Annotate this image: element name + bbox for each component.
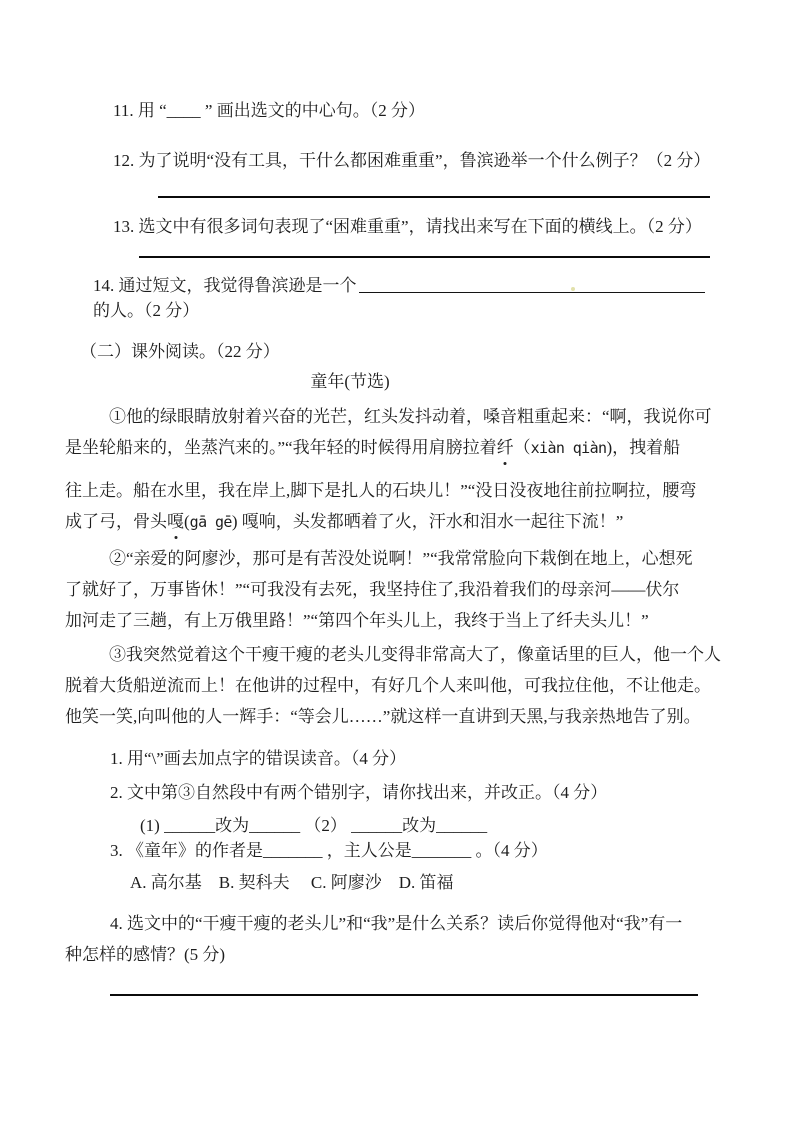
- multiple-choice-options: [130, 871, 713, 894]
- option-a: A. 高尔基: [130, 873, 202, 892]
- question-11: 11. 用 “____ ” 画出选文的中心句。（2 分）: [113, 101, 425, 120]
- sub-question-3: 3. 《童年》的作者是_______ ，主人公是_______ 。（4 分）: [110, 841, 548, 860]
- text-segment: 成了弓，骨头: [65, 512, 167, 531]
- pinyin-annotation: gā gē: [189, 513, 232, 531]
- sub-question-2-blanks: (1) ______改为______ （2） ______改为______: [140, 816, 488, 835]
- dotted-character: 纤: [497, 432, 514, 463]
- passage-title: 童年(节选): [310, 372, 390, 391]
- question-13: 13. 选文中有很多词句表现了“困难重重”，请找出来写在下面的横线上。（2 分）: [113, 217, 702, 236]
- question-14: [93, 274, 713, 297]
- sub-question-2: 2. 文中第③自然段中有两个错别字，请你找出来，并改正。（4 分）: [110, 783, 608, 802]
- question-14-text: 14. 通过短文，我觉得鲁滨逊是一个: [93, 276, 357, 295]
- option-b: B. 契科夫: [218, 873, 290, 892]
- answer-blank-q14: [359, 276, 706, 293]
- paragraph-3-line-2: 脱着大货船逆流而上！在他讲的过程中，有好几个人来叫他，可我拉住他，不让他走。: [65, 676, 711, 695]
- text-segment: (: [184, 512, 190, 531]
- section-heading: （二）课外阅读。（22 分）: [80, 342, 280, 361]
- sub-question-1: 1. 用“\”画去加点字的错误读音。（4 分）: [110, 749, 407, 768]
- dotted-character: 嘎: [167, 506, 184, 537]
- paragraph-1-line-3: 往上走。船在水里，我在岸上,脚下是扎人的石块儿！”“没日没夜地往前拉啊拉，腰弯: [65, 481, 697, 500]
- paragraph-1-line-1: ①他的绿眼睛放射着兴奋的光芒，红头发抖动着，嗓音粗重起来：“啊，我说你可: [109, 407, 712, 426]
- answer-line-q4: [110, 994, 698, 996]
- option-c: C. 阿廖沙: [310, 873, 382, 892]
- paragraph-2-line-3: 加河走了三趟，有上万俄里路！”“第四个年头儿上，我终于当上了纤夫头儿！”: [65, 611, 649, 630]
- paragraph-2-line-2: 了就好了，万事皆休！”“可我没有去死，我坚持住了,我沿着我们的母亲河——伏尔: [65, 580, 680, 599]
- paragraph-3-line-3: 他笑一笑,向叫他的人一辉手：“等会儿……”就这样一直讲到天黑,与我亲热地告了别。: [65, 707, 701, 726]
- sub-question-4-line-1: 4. 选文中的“干瘦干瘦的老头儿”和“我”是什么关系？读后你觉得他对“我”有一: [110, 914, 683, 933]
- text-segment: （: [513, 438, 531, 457]
- text-segment: )，拽着船: [606, 438, 681, 457]
- answer-line-q13: [139, 256, 710, 258]
- text-segment: ) 嘎响，头发都晒着了火，汗水和泪水一起往下流！”: [231, 512, 624, 531]
- option-d: D. 笛福: [398, 873, 454, 892]
- paragraph-2-line-1: ②“亲爱的阿廖沙，那可是有苦没处说啊！”“我常常脸向下栽倒在地上，心想死: [109, 549, 693, 568]
- sub-question-4-line-2: 种怎样的感情？(5 分): [65, 945, 226, 964]
- text-segment: 是坐轮船来的，坐蒸汽来的。”“我年轻的时候得用肩膀拉着: [65, 438, 497, 457]
- pinyin-annotation: xiàn qiàn: [530, 439, 607, 457]
- question-14-continuation: 的人。（2 分）: [93, 301, 200, 320]
- question-12: 12. 为了说明“没有工具，干什么都困难重重”，鲁滨逊举一个什么例子？（2 分）: [113, 151, 711, 170]
- scan-speck: [571, 287, 575, 291]
- paragraph-3-line-1: ③我突然觉着这个干瘦干瘦的老头儿变得非常高大了，像童话里的巨人，他一个人: [109, 645, 721, 664]
- paragraph-1-line-4: [65, 506, 713, 538]
- paragraph-1-line-2: [65, 432, 713, 464]
- answer-line-q12: [158, 196, 710, 198]
